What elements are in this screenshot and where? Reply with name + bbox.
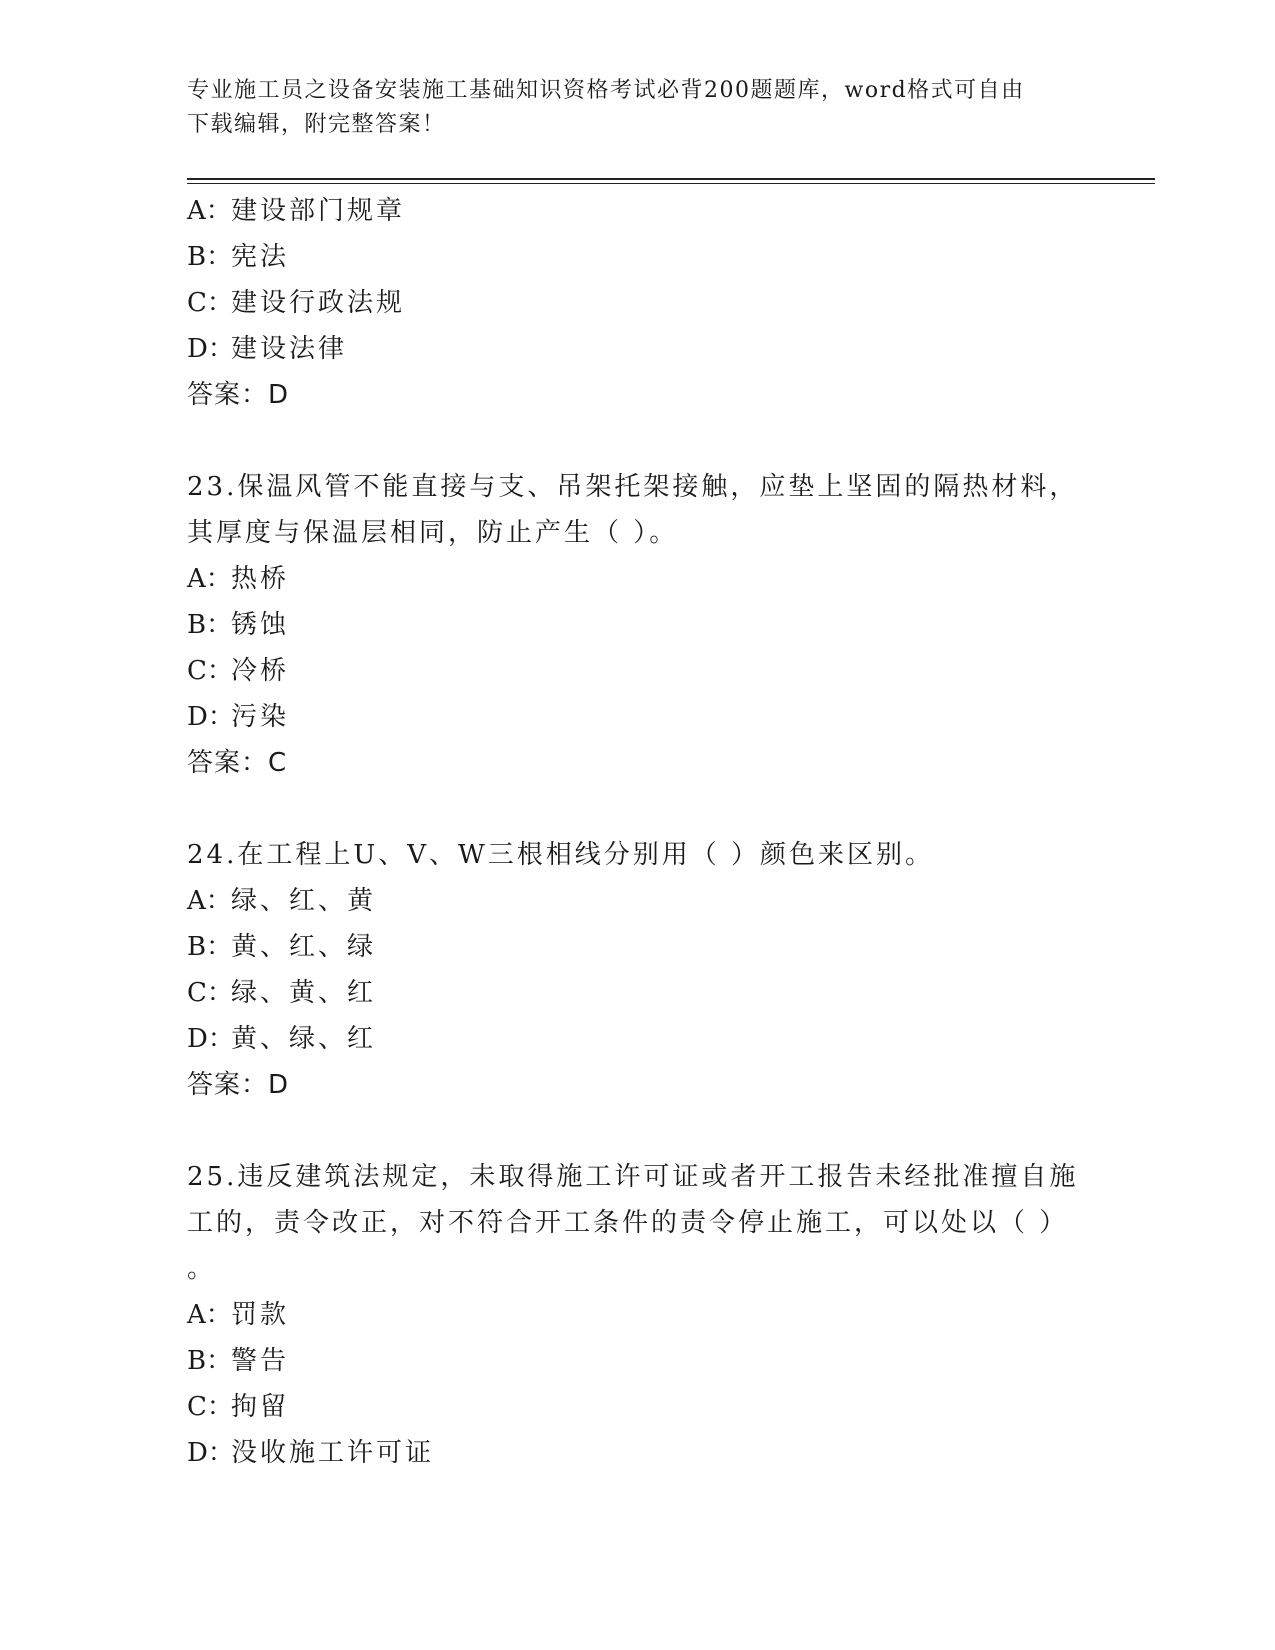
option-b: B：黄、红、绿 (187, 932, 377, 962)
spacer (187, 1108, 1087, 1154)
document-body (187, 188, 1087, 1476)
option-d: D：污染 (187, 702, 290, 732)
answer-label: 答案：D (187, 380, 290, 410)
option-b: B：宪法 (187, 242, 290, 272)
option-c: C：拘留 (187, 1392, 290, 1422)
header-divider-thick (187, 178, 1155, 180)
question-text-line: 24.在工程上U、V、W三根相线分别用（ ）颜色来区别。 (187, 840, 935, 870)
option-c: C：建设行政法规 (187, 288, 406, 318)
header-line-2: 下载编辑，附完整答案！ (187, 112, 446, 137)
document-header (187, 74, 1087, 142)
answer-label: 答案：D (187, 1070, 290, 1100)
spacer (187, 786, 1087, 832)
question-block-25 (187, 1154, 1087, 1476)
option-b: B：锈蚀 (187, 610, 290, 640)
question-block-22 (187, 188, 1087, 418)
option-c: C：绿、黄、红 (187, 978, 377, 1008)
question-text-line: 25.违反建筑法规定，未取得施工许可证或者开工报告未经批准擅自施 (187, 1162, 1079, 1192)
question-text-line: 23.保温风管不能直接与支、吊架托架接触，应垫上坚固的隔热材料， (187, 472, 1079, 502)
answer-label: 答案：C (187, 748, 288, 778)
option-d: D：黄、绿、红 (187, 1024, 377, 1054)
option-a: A：绿、红、黄 (187, 886, 377, 916)
question-block-24 (187, 832, 1087, 1108)
question-text-line: 工的，责令改正，对不符合开工条件的责令停止施工，可以处以（ ） (187, 1208, 1069, 1238)
question-text-line: 。 (187, 1254, 217, 1284)
option-a: A：热桥 (187, 564, 290, 594)
option-d: D：建设法律 (187, 334, 348, 364)
option-b: B：警告 (187, 1346, 290, 1376)
question-text-line: 其厚度与保温层相同，防止产生（ ）。 (187, 518, 679, 548)
option-a: A：罚款 (187, 1300, 290, 1330)
header-divider-thin (187, 183, 1155, 184)
header-line-1: 专业施工员之设备安装施工基础知识资格考试必背200题题库，word格式可自由 (187, 78, 1025, 103)
question-block-23 (187, 464, 1087, 786)
option-c: C：冷桥 (187, 656, 290, 686)
option-a: A：建设部门规章 (187, 196, 406, 226)
spacer (187, 418, 1087, 464)
option-d: D：没收施工许可证 (187, 1438, 435, 1468)
